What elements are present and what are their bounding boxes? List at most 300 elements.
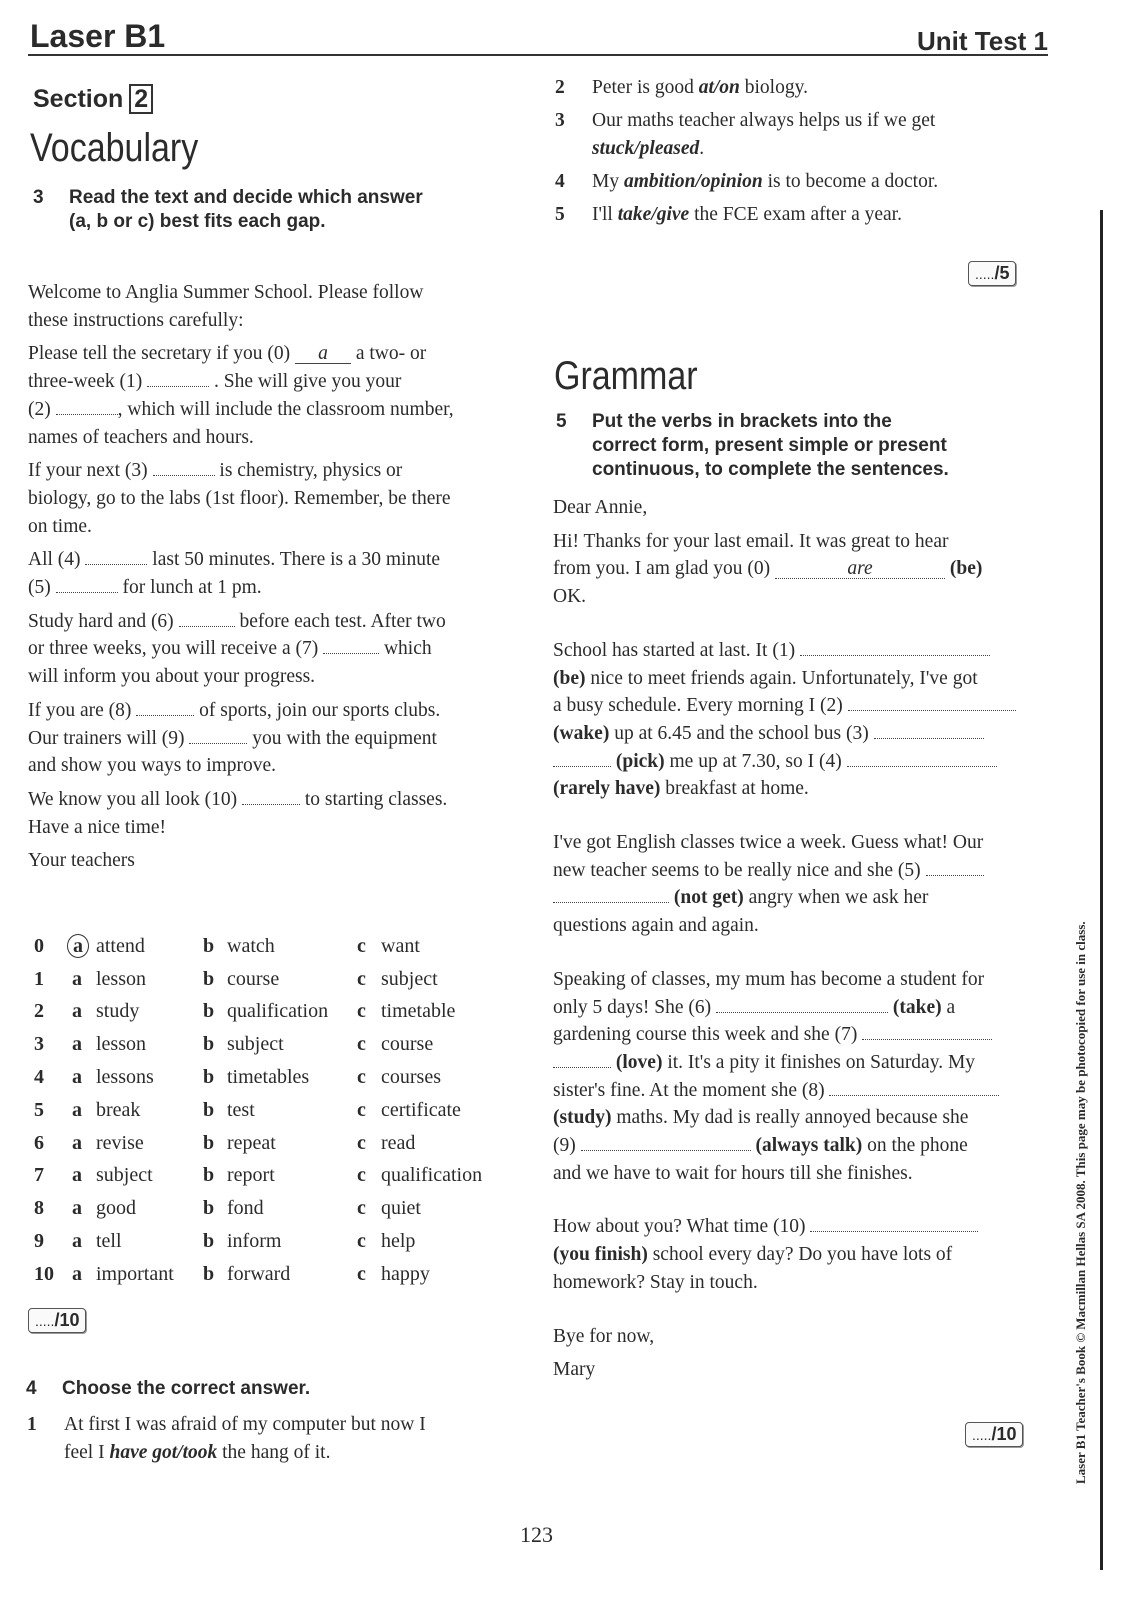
ex4-score-box [968, 261, 1016, 286]
gap-7[interactable] [323, 637, 379, 654]
option-c-cell [381, 930, 482, 963]
letter-text-span: new teacher seems to be really nice and she (5) [553, 859, 921, 881]
cloze-text-span: names of teachers and hours. [28, 426, 254, 448]
option-letter-a[interactable]: a [72, 1066, 82, 1089]
verb-prompt: (rarely have) [553, 778, 661, 800]
option-letter-b[interactable]: b [203, 1230, 215, 1253]
gap-3-cont[interactable] [553, 752, 611, 767]
option-c[interactable]: help [381, 1230, 416, 1253]
option-letter-a[interactable]: a [72, 1033, 82, 1056]
option-a-cell [96, 1061, 203, 1094]
cloze-text-span: will inform you about your progress. [28, 666, 316, 688]
gap-2[interactable] [56, 398, 118, 415]
option-b-cell [227, 1028, 357, 1061]
score-dots: ..... [972, 1427, 992, 1443]
item-number: 4 [34, 1066, 44, 1089]
exercise-3-instruction [33, 186, 533, 236]
cloze-text-span: (2) [28, 398, 51, 420]
option-letter-c-cell [357, 1061, 381, 1094]
gap-10[interactable] [810, 1217, 978, 1232]
exercise-4-instruction [26, 1377, 526, 1403]
cloze-text-span: a two- or [355, 343, 427, 365]
score-dots: ..... [35, 1313, 55, 1329]
letter-text-span: angry when we ask her [748, 887, 929, 909]
option-letter-b[interactable]: b [203, 1262, 215, 1285]
option-letter-c[interactable]: c [357, 1164, 366, 1187]
option-a[interactable]: important [96, 1262, 174, 1285]
option-letter-c-cell [357, 1192, 381, 1225]
option-letter-a-cell [72, 1192, 96, 1225]
option-letter-c-cell [357, 1127, 381, 1160]
letter-para-2 [553, 637, 1045, 803]
option-letter-a-cell [72, 1094, 96, 1127]
letter-text-span: up at 6.45 and the school bus (3) [614, 722, 869, 744]
option-letter-c[interactable]: c [357, 967, 366, 990]
letter-closing: Bye for now, [553, 1325, 655, 1347]
option-c-cell [381, 1258, 482, 1291]
option-b-cell [227, 1127, 357, 1160]
option-c[interactable]: subject [381, 967, 438, 990]
option-letter-a-cell [72, 1225, 96, 1258]
letter-text-span: maths. My dad is really annoyed because she [616, 1107, 969, 1129]
cloze-text-span: All (4) [28, 549, 81, 571]
option-a[interactable]: study [96, 1000, 140, 1023]
option-b[interactable]: repeat [227, 1131, 276, 1154]
option-letter-a-cell [72, 1258, 96, 1291]
exercise-3-text [69, 186, 423, 234]
item-number-cell [34, 1028, 72, 1061]
option-b[interactable]: watch [227, 934, 275, 957]
cloze-text [28, 279, 528, 881]
unit-title: Unit Test 1 [917, 26, 1048, 56]
option-letter-c-cell [357, 930, 381, 963]
letter-para-5 [553, 1213, 1045, 1296]
question-text: the FCE exam after a year. [694, 204, 902, 225]
option-letter-c[interactable]: c [357, 1000, 366, 1023]
cloze-text-span: you with the equipment [252, 727, 437, 749]
option-letter-c-cell [357, 963, 381, 996]
exercise-3-line-1: Read the text and decide which answer [69, 187, 423, 208]
option-a-cell [96, 963, 203, 996]
cloze-para-1 [28, 340, 528, 451]
question-5 [555, 201, 1045, 229]
exercise-4-list-right [555, 74, 1045, 234]
option-letter-a-cell [72, 1061, 96, 1094]
option-c-cell [381, 996, 482, 1029]
option-c-cell [381, 1225, 482, 1258]
question-number: 4 [555, 171, 565, 192]
item-number-cell [34, 1160, 72, 1193]
vocabulary-heading: Vocabulary [30, 126, 199, 170]
option-b-cell [227, 1094, 357, 1127]
side-rule [1100, 210, 1103, 1570]
letter-text-span: sister's fine. At the moment she (8) [553, 1079, 825, 1101]
option-b[interactable]: report [227, 1164, 275, 1187]
exercise-5-line-3: continuous, to complete the sentences. [592, 459, 949, 480]
option-letter-b-cell [203, 1061, 227, 1094]
option-a-cell [96, 930, 203, 963]
option-c-cell [381, 963, 482, 996]
verb-prompt: (not get) [673, 887, 744, 909]
option-c[interactable]: certificate [381, 1098, 461, 1121]
section-number-box: 2 [129, 84, 153, 114]
item-number: 9 [34, 1230, 44, 1253]
gap-1[interactable] [147, 370, 209, 387]
letter-text [553, 494, 1045, 1390]
gap-7[interactable] [862, 1025, 992, 1040]
option-c[interactable]: courses [381, 1066, 441, 1089]
gap-8[interactable] [136, 699, 194, 716]
item-number: 2 [34, 1000, 44, 1023]
option-letter-a[interactable]: a [72, 1262, 82, 1285]
item-number: 10 [34, 1262, 54, 1285]
option-a-cell [96, 1028, 203, 1061]
option-letter-a-cell [72, 963, 96, 996]
verb-prompt: (study) [553, 1107, 612, 1129]
item-number-cell [34, 1094, 72, 1127]
option-letter-a-cell [72, 930, 96, 963]
question-text: biology. [744, 77, 808, 98]
exercise-3-line-2: (a, b or c) best fits each gap. [69, 211, 326, 232]
gap-3[interactable] [153, 459, 215, 476]
verb-prompt: (pick) [615, 750, 665, 772]
option-b-cell [227, 1192, 357, 1225]
cloze-text-span: for lunch at 1 pm. [122, 577, 262, 599]
option-letter-a-cell [72, 1127, 96, 1160]
letter-text-span: School has started at last. It (1) [553, 639, 796, 661]
question-4 [555, 168, 1045, 196]
option-b[interactable]: inform [227, 1230, 282, 1253]
cloze-intro [28, 279, 528, 334]
option-a-cell [96, 1094, 203, 1127]
option-row [34, 1192, 482, 1225]
option-letter-c[interactable]: c [357, 1230, 366, 1253]
item-number: 8 [34, 1197, 44, 1220]
cloze-text-span: Study hard and (6) [28, 610, 174, 632]
cloze-text-span: last 50 minutes. There is a 30 minute [152, 549, 441, 571]
question-number: 2 [555, 77, 565, 98]
gap-0-answer: are [775, 560, 945, 579]
option-letter-b[interactable]: b [203, 1197, 215, 1220]
question-text: At first I was afraid of my computer but now I [64, 1414, 426, 1435]
option-c[interactable]: course [381, 1033, 434, 1056]
option-b-cell [227, 1061, 357, 1094]
letter-text-span: on the phone [867, 1135, 968, 1157]
option-c-cell [381, 1160, 482, 1193]
exercise-4-number: 4 [26, 1378, 37, 1399]
item-number-cell [34, 1258, 72, 1291]
question-text: the hang of it. [222, 1442, 331, 1463]
option-row [34, 1028, 482, 1061]
letter-text-span: OK. [553, 586, 587, 608]
gap-4[interactable] [85, 548, 147, 565]
option-letter-b[interactable]: b [203, 1000, 215, 1023]
letter-text-span: me up at 7.30, so I (4) [669, 750, 842, 772]
letter-para-1 [553, 528, 1045, 611]
cloze-para-4 [28, 608, 528, 691]
option-letter-b-cell [203, 1127, 227, 1160]
gap-4[interactable] [847, 752, 997, 767]
option-letter-c[interactable]: c [357, 1262, 366, 1285]
option-letter-c[interactable]: c [357, 1098, 366, 1121]
section-label-text: Section [33, 85, 124, 113]
gap-1[interactable] [800, 641, 990, 656]
question-text: . [699, 138, 705, 159]
option-letter-b-cell [203, 1028, 227, 1061]
option-c-cell [381, 1094, 482, 1127]
option-a[interactable]: lesson [96, 1033, 146, 1056]
option-a[interactable]: good [96, 1197, 136, 1220]
letter-text-span: homework? Stay in touch. [553, 1271, 758, 1293]
item-number-cell [34, 996, 72, 1029]
option-b[interactable]: test [227, 1098, 255, 1121]
gap-10[interactable] [242, 788, 300, 805]
cloze-intro-line-1: Welcome to Anglia Summer School. Please follow [28, 282, 424, 303]
option-letter-a[interactable]: a [72, 1164, 82, 1187]
option-letter-b[interactable]: b [203, 934, 215, 957]
letter-text-span: it. It's a pity it finishes on Saturday. My [667, 1051, 976, 1073]
option-letter-a[interactable]: a [72, 1000, 82, 1023]
question-text: Peter is good [592, 77, 694, 98]
question-1 [27, 1411, 527, 1467]
cloze-text-span: on time. [28, 515, 92, 537]
option-letter-b[interactable]: b [203, 1131, 215, 1154]
verb-prompt: (love) [615, 1051, 663, 1073]
option-letter-c[interactable]: c [357, 1033, 366, 1056]
answer-choice[interactable]: have got/took [109, 1442, 218, 1463]
option-b-cell [227, 1258, 357, 1291]
option-letter-a[interactable]: a [72, 1131, 82, 1154]
gap-8[interactable] [829, 1081, 999, 1096]
option-row [34, 1160, 482, 1193]
cloze-text-span: Our trainers will (9) [28, 727, 185, 749]
letter-text-span: and we have to wait for hours till she finishes. [553, 1162, 913, 1184]
cloze-para-6 [28, 786, 528, 841]
option-letter-a[interactable]: a [72, 967, 82, 990]
option-letter-c[interactable]: c [357, 1131, 366, 1154]
option-b[interactable]: course [227, 967, 280, 990]
option-b[interactable]: timetables [227, 1066, 310, 1089]
option-b[interactable]: forward [227, 1262, 291, 1285]
option-c[interactable]: want [381, 934, 420, 957]
option-row [34, 1127, 482, 1160]
copyright-note: Laser B1 Teacher's Book © Macmillan Hellas SA 2008. This page may be photocopied for use in class. [1073, 921, 1088, 1484]
letter-greeting: Dear Annie, [553, 497, 648, 518]
cloze-text-span: to starting classes. [304, 788, 448, 810]
option-letter-c[interactable]: c [357, 1197, 366, 1220]
verb-prompt: (be) [949, 558, 983, 580]
option-a-cell [96, 1160, 203, 1193]
score-total: /10 [54, 1310, 80, 1330]
cloze-text-span: Have a nice time! [28, 816, 167, 838]
letter-text-span: from you. I am glad you (0) [553, 558, 771, 580]
option-c-cell [381, 1192, 482, 1225]
option-row [34, 1094, 482, 1127]
option-letter-a[interactable]: a [72, 1230, 82, 1253]
option-b-cell [227, 996, 357, 1029]
cloze-text-span: , which will include the classroom number, [117, 398, 454, 420]
option-letter-b[interactable]: b [203, 967, 215, 990]
option-row [34, 963, 482, 996]
book-title: Laser B1 [30, 18, 166, 54]
gap-5-cont[interactable] [553, 888, 669, 903]
option-letter-b[interactable]: b [203, 1164, 215, 1187]
option-letter-a[interactable]: a [72, 1197, 82, 1220]
option-letter-c-cell [357, 1094, 381, 1127]
item-number-cell [34, 963, 72, 996]
option-a[interactable]: lessons [96, 1066, 154, 1089]
option-b[interactable]: qualification [227, 1000, 329, 1023]
option-b[interactable]: fond [227, 1197, 264, 1220]
gap-0-answer: a [295, 345, 351, 364]
gap-5[interactable] [926, 861, 984, 876]
cloze-sign-off: Your teachers [28, 850, 135, 872]
exercise-4-list-left [27, 1411, 527, 1472]
question-text: I'll [592, 204, 613, 225]
cloze-text-span: We know you all look (10) [28, 788, 238, 810]
exercise-5-line-2: correct form, present simple or present [592, 435, 947, 456]
item-number-cell [34, 1127, 72, 1160]
option-letter-c-cell [357, 996, 381, 1029]
letter-text-span: nice to meet friends again. Unfortunately, I've got [590, 667, 978, 689]
cloze-text-span: and show you ways to improve. [28, 755, 277, 777]
option-row [34, 1061, 482, 1094]
option-letter-b[interactable]: b [203, 1033, 215, 1056]
option-letter-c[interactable]: c [357, 1066, 366, 1089]
cloze-text-span: of sports, join our sports clubs. [199, 699, 441, 721]
option-letter-b-cell [203, 996, 227, 1029]
option-letter-c-cell [357, 1258, 381, 1291]
options-table-body [34, 930, 482, 1291]
cloze-text-span: before each test. After two [239, 610, 446, 632]
cloze-intro-line-2: these instructions carefully: [28, 309, 244, 331]
option-c[interactable]: happy [381, 1262, 430, 1285]
option-c[interactable]: quiet [381, 1197, 421, 1220]
letter-para-4 [553, 966, 1045, 1188]
header-rule [28, 54, 1048, 56]
answer-choice[interactable]: at/on [698, 77, 740, 98]
option-letter-b-cell [203, 1094, 227, 1127]
gap-7-cont[interactable] [553, 1053, 611, 1068]
cloze-text-span: If you are (8) [28, 699, 132, 721]
cloze-text-span: biology, go to the labs (1st floor). Remember, be there [28, 487, 451, 509]
option-a[interactable]: break [96, 1098, 141, 1121]
option-a[interactable]: attend [96, 934, 145, 957]
option-a-cell [96, 1258, 203, 1291]
cloze-text-span: If your next (3) [28, 460, 148, 482]
grammar-score-box [965, 1422, 1023, 1447]
option-letter-c-cell [357, 1028, 381, 1061]
verb-prompt: (you finish) [553, 1244, 648, 1266]
option-letter-b-cell [203, 1192, 227, 1225]
option-b-cell [227, 1160, 357, 1193]
gap-6[interactable] [716, 998, 888, 1013]
option-c[interactable]: timetable [381, 1000, 456, 1023]
gap-2[interactable] [848, 696, 1016, 711]
verb-prompt: (be) [553, 667, 586, 689]
option-row [34, 930, 482, 963]
gap-3[interactable] [874, 724, 984, 739]
item-number: 6 [34, 1131, 44, 1154]
letter-text-span: only 5 days! She (6) [553, 996, 712, 1018]
score-total: /5 [994, 263, 1010, 283]
option-a-cell [96, 1127, 203, 1160]
score-dots: ..... [975, 266, 995, 282]
option-b[interactable]: subject [227, 1033, 284, 1056]
item-number-cell [34, 1061, 72, 1094]
option-a[interactable]: lesson [96, 967, 146, 990]
section-label [33, 84, 153, 114]
item-number: 1 [34, 967, 44, 990]
option-a[interactable]: tell [96, 1230, 122, 1253]
option-letter-b[interactable]: b [203, 1098, 215, 1121]
verb-prompt: (take) [892, 996, 942, 1018]
item-number: 7 [34, 1164, 44, 1187]
cloze-para-3 [28, 546, 528, 601]
cloze-para-5 [28, 697, 528, 780]
answer-choice[interactable]: stuck/pleased [592, 138, 700, 159]
option-row [34, 1258, 482, 1291]
exercise-5-instruction [556, 410, 1046, 484]
letter-text-span: a [946, 996, 956, 1018]
gap-9[interactable] [581, 1136, 751, 1151]
option-a[interactable]: subject [96, 1164, 153, 1187]
exercise-3-number: 3 [33, 187, 44, 208]
option-a[interactable]: revise [96, 1131, 144, 1154]
option-c-cell [381, 1061, 482, 1094]
question-text: My [592, 171, 620, 192]
gap-5[interactable] [56, 576, 118, 593]
item-number-cell [34, 1192, 72, 1225]
cloze-text-span: which [383, 638, 432, 660]
answer-choice[interactable]: ambition/opinion [623, 171, 763, 192]
verb-prompt: (wake) [553, 722, 610, 744]
question-number: 1 [27, 1414, 37, 1435]
option-b-cell [227, 963, 357, 996]
exercise-5-line-1: Put the verbs in brackets into the [592, 411, 892, 432]
options-table [34, 930, 482, 1291]
gap-6[interactable] [179, 610, 235, 627]
item-number: 0 [34, 934, 44, 957]
option-letter-b-cell [203, 930, 227, 963]
letter-text-span: gardening course this week and she (7) [553, 1024, 858, 1046]
option-letter-c[interactable]: c [357, 934, 366, 957]
question-text: feel I [64, 1442, 105, 1463]
option-letter-a[interactable]: a [72, 1098, 82, 1121]
cloze-text-span: Please tell the secretary if you (0) [28, 343, 291, 365]
letter-text-span: questions again and again. [553, 915, 759, 937]
option-letter-b-cell [203, 1225, 227, 1258]
grammar-heading: Grammar [554, 354, 698, 398]
option-letter-b[interactable]: b [203, 1066, 215, 1089]
option-b-cell [227, 930, 357, 963]
letter-text-span: Hi! Thanks for your last email. It was great to hear [553, 530, 949, 552]
option-a-cell [96, 996, 203, 1029]
answer-choice[interactable]: take/give [617, 204, 690, 225]
question-3 [555, 107, 1045, 163]
question-number: 3 [555, 110, 565, 131]
exercise-5-text [592, 410, 949, 482]
option-c[interactable]: read [381, 1131, 416, 1154]
option-letter-b-cell [203, 1258, 227, 1291]
option-letter-a-cell [72, 1028, 96, 1061]
option-c[interactable]: qualification [381, 1164, 483, 1187]
circled-answer[interactable]: a [67, 934, 89, 958]
item-number-cell [34, 1225, 72, 1258]
item-number: 5 [34, 1098, 44, 1121]
gap-9[interactable] [189, 727, 247, 744]
option-a-cell [96, 1192, 203, 1225]
